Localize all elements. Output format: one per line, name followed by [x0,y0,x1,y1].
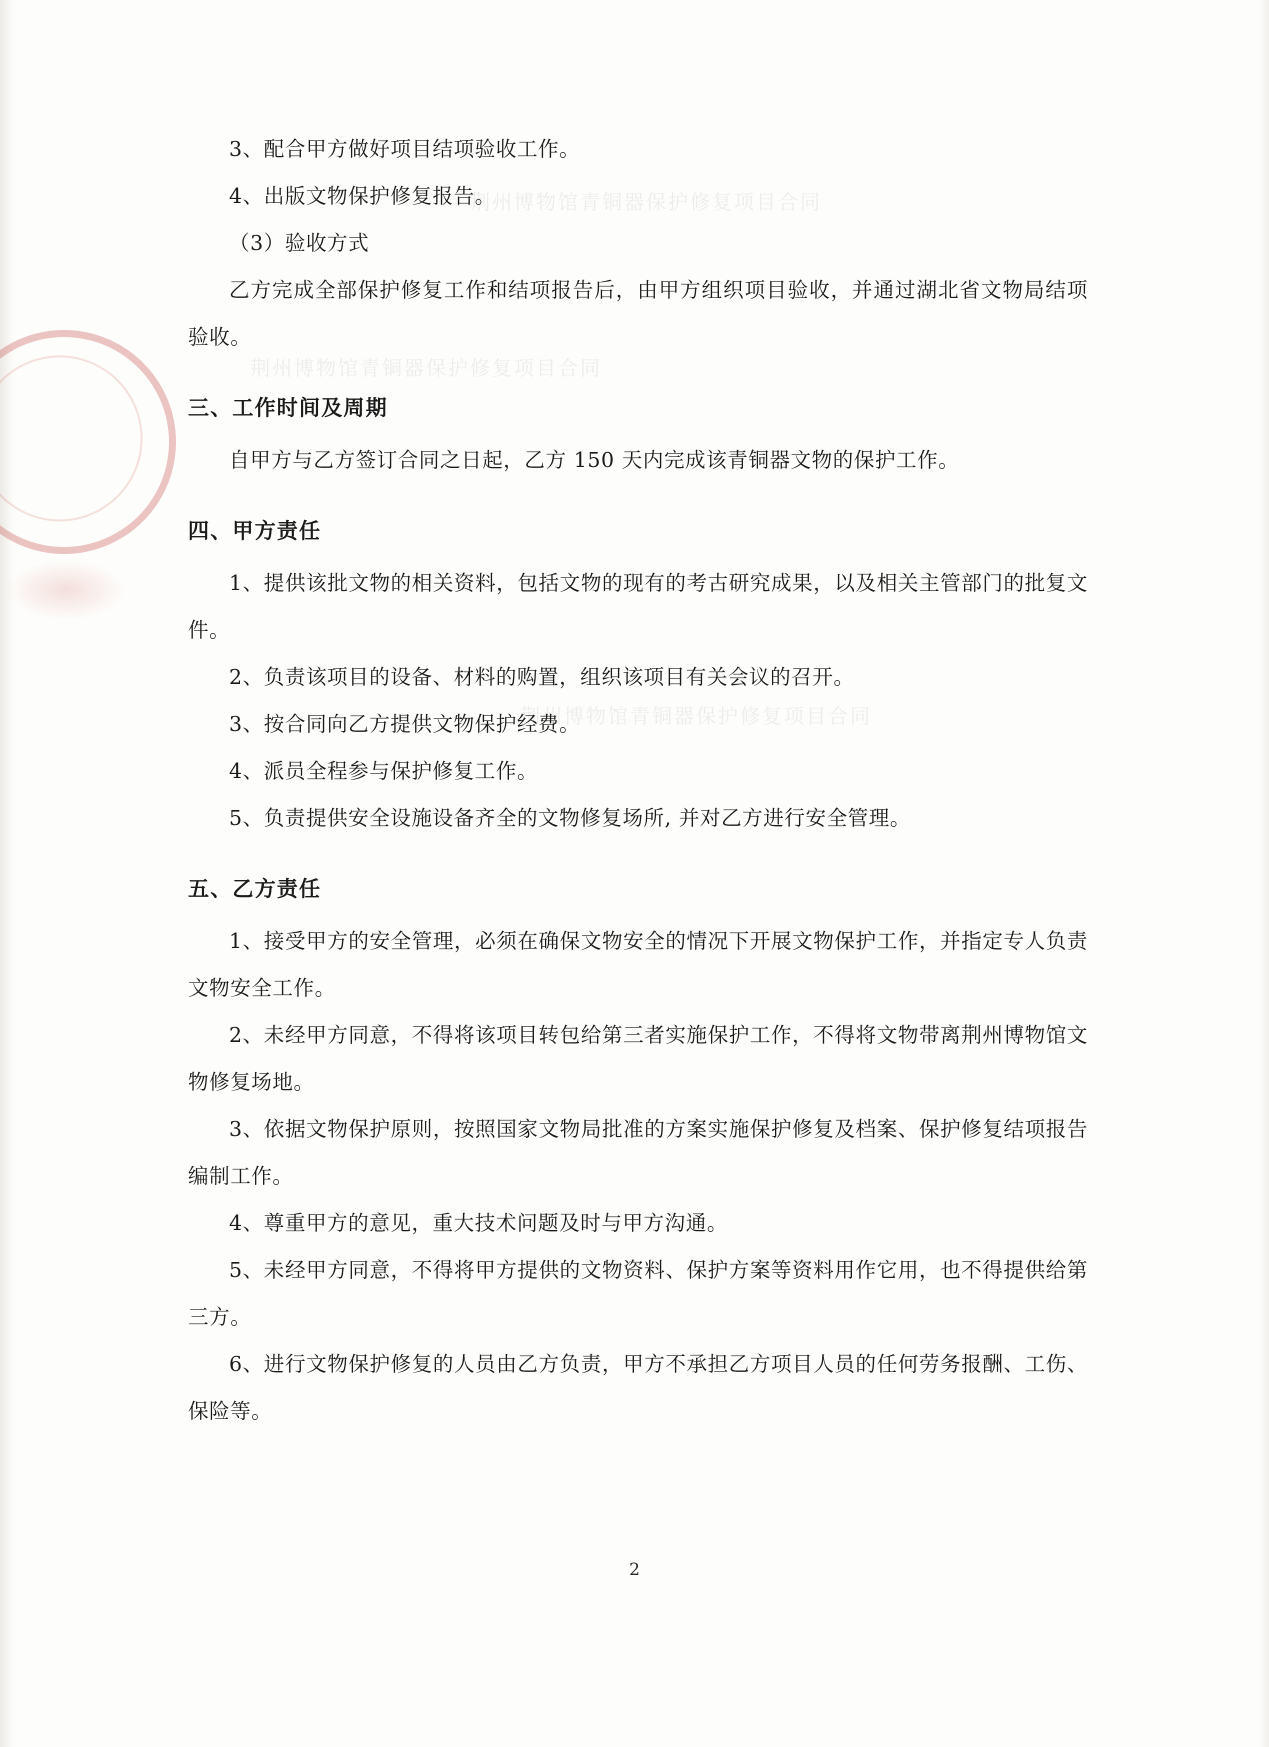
paragraph-item: 6、进行文物保护修复的人员由乙方负责，甲方不承担乙方项目人员的任何劳务报酬、工伤、保险等。 [188,1352,1088,1423]
paragraph-item: 2、负责该项目的设备、材料的购置，组织该项目有关会议的召开。 [229,665,855,689]
showthrough-text-3: 荆州博物馆青铜器保护修复项目合同 [520,704,872,728]
paragraph-item: 3、依据文物保护原则，按照国家文物局批准的方案实施保护修复及档案、保护修复结项报告编制工作。 [188,1117,1088,1188]
paragraph-item: 5、负责提供安全设施设备齐全的文物修复场所, 并对乙方进行安全管理。 [229,806,911,830]
paragraph-item: 4、派员全程参与保护修复工作。 [229,759,539,783]
section-heading-three: 三、工作时间及周期 [188,396,388,420]
red-seal-inner-ring [0,347,151,529]
paragraph-item: （3）验收方式 [229,231,370,255]
red-seal-smudge [6,560,126,620]
section-heading-four: 四、甲方责任 [188,519,322,543]
showthrough-text-2: 荆州博物馆青铜器保护修复项目合同 [250,356,602,380]
paragraph-item: 自甲方与乙方签订合同之日起，乙方 150 天内完成该青铜器文物的保护工作。 [229,448,960,472]
page-edge-shadow-right [1259,0,1269,1747]
paragraph-item: 1、接受甲方的安全管理，必须在确保文物安全的情况下开展文物保护工作，并指定专人负责文物安全工作。 [188,929,1088,1000]
document-body [188,126,1088,1435]
paragraph-item: 3、配合甲方做好项目结项验收工作。 [229,137,581,161]
page-number: 2 [629,1560,640,1580]
paragraph-item: 乙方完成全部保护修复工作和结项报告后，由甲方组织项目验收，并通过湖北省文物局结项验收。 [188,278,1088,349]
paragraph-item: 2、未经甲方同意，不得将该项目转包给第三者实施保护工作，不得将文物带离荆州博物馆文物修复场地。 [188,1023,1088,1094]
paragraph-item: 3、按合同向乙方提供文物保护经费。 [229,712,581,736]
paragraph-item: 4、尊重甲方的意见，重大技术问题及时与甲方沟通。 [229,1211,728,1235]
red-seal-imprint [0,319,187,565]
paragraph-item: 4、出版文物保护修复报告。 [229,184,496,208]
paragraph-item: 5、未经甲方同意，不得将甲方提供的文物资料、保护方案等资料用作它用，也不得提供给第三方。 [188,1258,1088,1329]
section-heading-five: 五、乙方责任 [188,877,322,901]
paragraph-item: 1、提供该批文物的相关资料，包括文物的现有的考古研究成果，以及相关主管部门的批复文件。 [188,571,1088,642]
page-edge-shadow-left [0,0,14,1747]
showthrough-text-1: 荆州博物馆青铜器保护修复项目合同 [470,190,822,214]
